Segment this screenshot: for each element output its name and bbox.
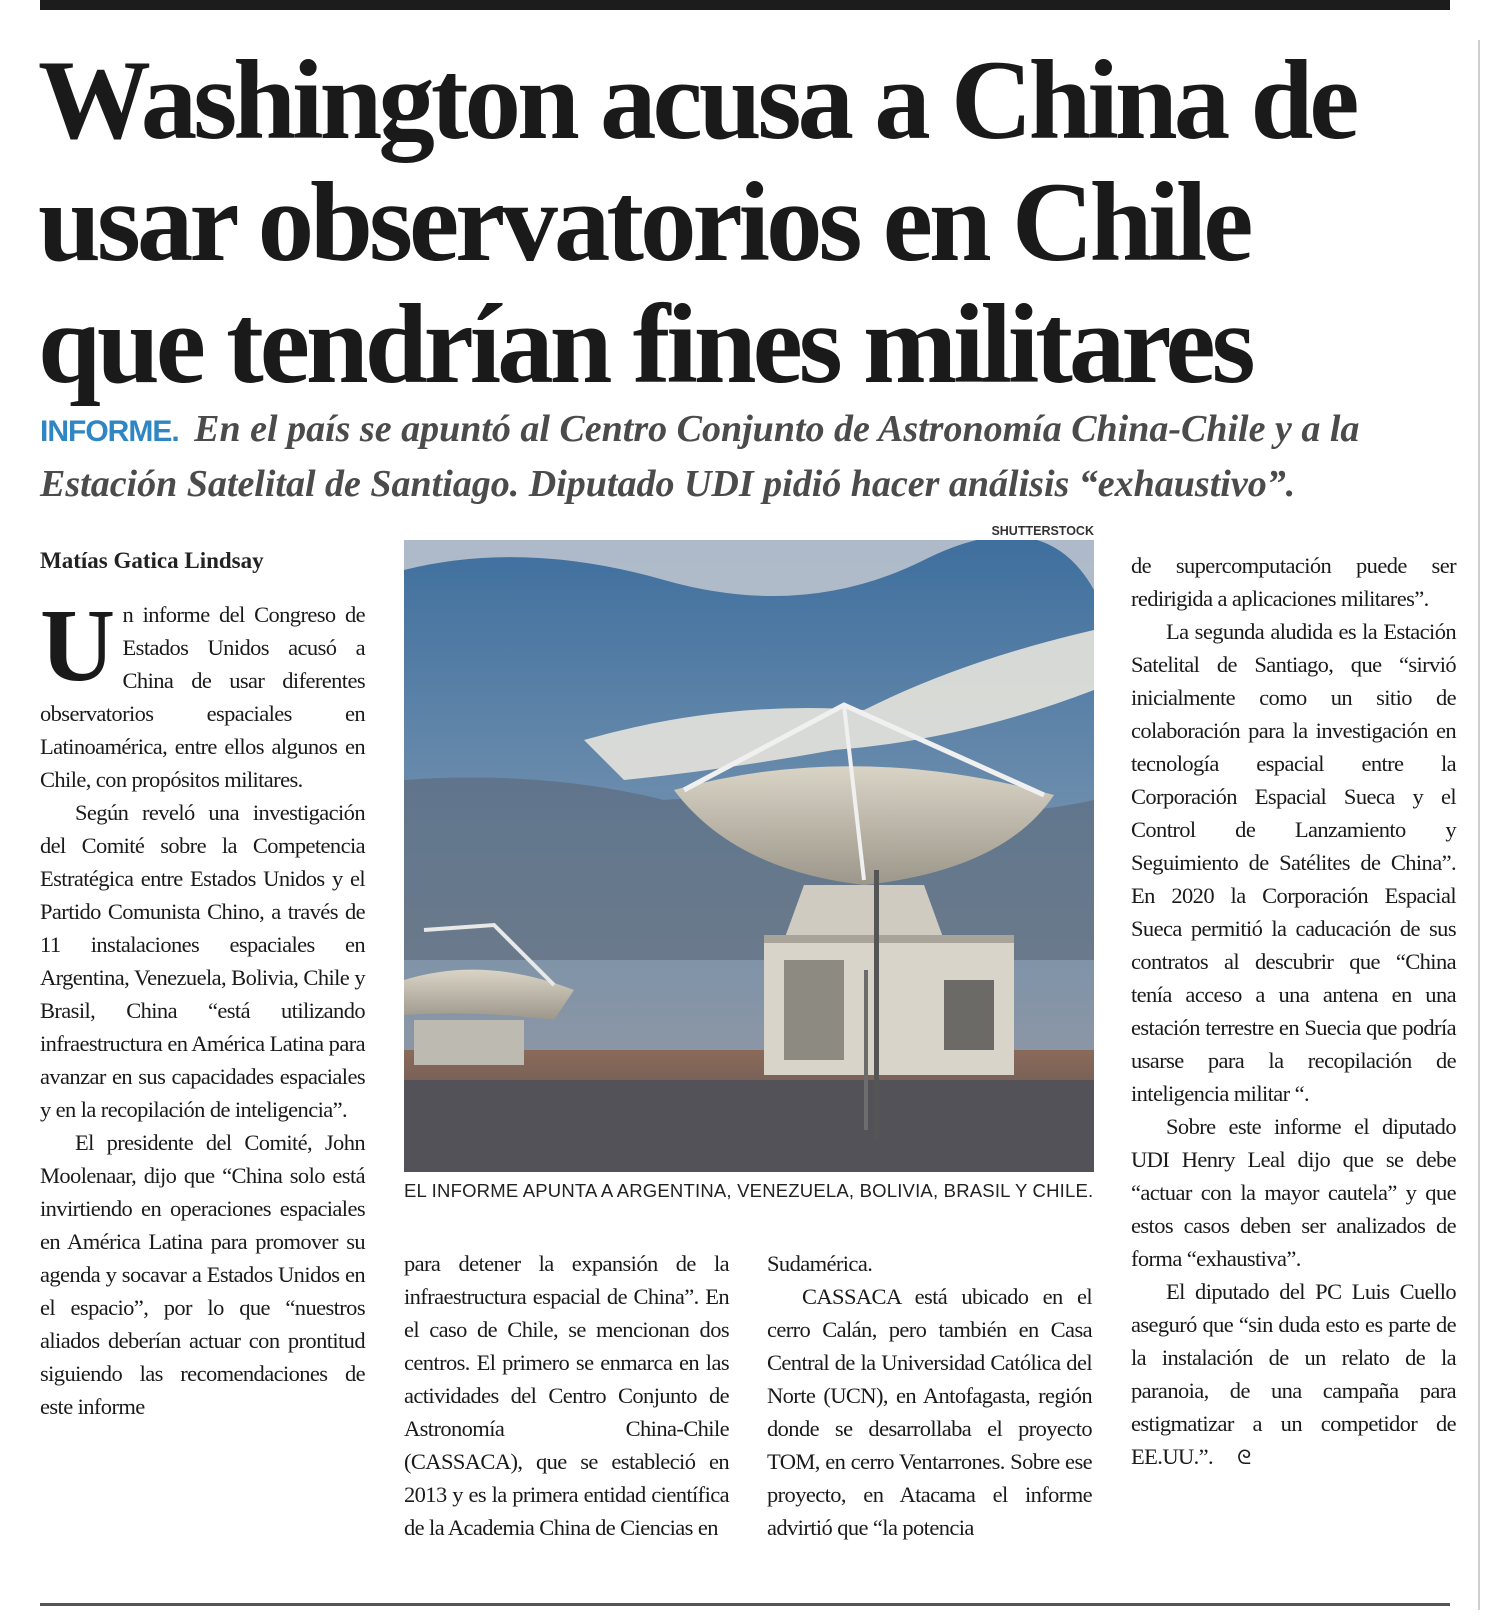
paragraph: para detener la expansión de la infraestructura espacial de China”. En el caso de Chile, se mencionan dos centros. El primero se enmarca en las actividades del Centro Conjunto de Astronomía China-Chile (CASSACA), que se estableció en 2013 y es la primera entidad científica de la Academia China de Ciencias en xyxy=(404,1251,729,1540)
paragraph: CASSACA está ubicado en el cerro Calán, pero también en Casa Central de la Universidad Católica del Norte (UCN), en Antofagasta, región donde se desarrollaba el proyecto TOM, en cerro Ventarrones. Sobre ese proyecto, en Atacama el informe advirtió que “la potencia xyxy=(767,1284,1092,1540)
telescope-illustration xyxy=(404,540,1094,1172)
bottom-rule xyxy=(40,1603,1450,1606)
body-column-2 xyxy=(404,1247,729,1597)
paragraph: Según reveló una investigación del Comité sobre la Competencia Estratégica entre Estados Unidos y el Partido Comunista Chino, a través de 11 instalaciones espaciales en Argentina, Venezuela, Bolivia, Chile y Brasil, China “está utilizando infraestructura en América Latina para avanzar en sus capacidades espaciales y en la recopilación de inteligencia”. xyxy=(40,800,365,1122)
drop-cap: U xyxy=(40,588,115,703)
paragraph-text: n informe del Congreso de Estados Unidos acusó a China de usar diferentes observatorios espaciales en Latinoamérica, entre ellos algunos en Chile, con propósitos militares. xyxy=(40,602,365,792)
adjacent-column-edge xyxy=(1478,40,1480,1610)
paragraph: de supercomputación puede ser redirigida a aplicaciones militares”. xyxy=(1131,553,1456,611)
headline-line: Washington acusa a China de xyxy=(38,38,1356,163)
top-rule xyxy=(40,0,1450,10)
body-column-1 xyxy=(40,588,365,1588)
paragraph: La segunda aludida es la Estación Satelital de Santiago, que “sirvió inicialmente como un sitio de colaboración para la investigación en tecnología espacial entre la Corporación Espacial Sueca y el Control de Lanzamiento y Seguimiento de Satélites de China”. En 2020 la Corporación Espacial Sueca permitió la caducación de sus contratos al descubrir que “China tenía acceso a una antena en una estación terrestre en Suecia que podría usarse para la recopilación de inteligencia militar “. xyxy=(1131,619,1456,1106)
photo-credit: SHUTTERSTOCK xyxy=(991,524,1094,538)
deck-text: En el país se apuntó al Centro Conjunto de Astronomía China-Chile y a la Estación Satelital de Santiago. Diputado UDI pidió hacer análisis “exhaustivo”. xyxy=(40,408,1360,505)
end-mark-icon: ᘓ xyxy=(1237,1445,1251,1469)
headline-line: usar observatorios en Chile xyxy=(38,160,1250,285)
section-tag: INFORME. xyxy=(40,415,179,448)
paragraph: Sobre este informe el diputado UDI Henry Leal dijo que se debe “actuar con la mayor cautela” y que estos casos deben ser analizados de forma “exhaustiva”. xyxy=(1131,1114,1456,1271)
body-column-3 xyxy=(767,1247,1092,1597)
photo-radio-telescopes xyxy=(404,540,1094,1172)
paragraph: El presidente del Comité, John Moolenaar, dijo que “China solo está invirtiendo en operaciones espaciales en América Latina para promover su agenda y socavar a Estados Unidos en el espacio”, por lo que “nuestros aliados deberían actuar con prontitud siguiendo las recomendaciones de este informe xyxy=(40,1130,365,1419)
photo-caption: EL INFORME APUNTA A ARGENTINA, VENEZUELA, BOLIVIA, BRASIL Y CHILE. xyxy=(404,1180,1094,1201)
headline-line: que tendrían fines militares xyxy=(38,282,1252,407)
paragraph xyxy=(40,588,365,796)
paragraph-text: El diputado del PC Luis Cuello aseguró que “sin duda esto es parte de la instalación de un relato de la paranoia, de una campaña para estigmatizar a un competidor de EE.UU.”. xyxy=(1131,1279,1456,1469)
paragraph xyxy=(1131,1275,1456,1474)
deck xyxy=(40,403,1450,510)
paragraph: Sudamérica. xyxy=(767,1251,873,1276)
byline: Matías Gatica Lindsay xyxy=(40,548,264,573)
body-column-4 xyxy=(1131,549,1456,1599)
headline xyxy=(38,40,1438,406)
